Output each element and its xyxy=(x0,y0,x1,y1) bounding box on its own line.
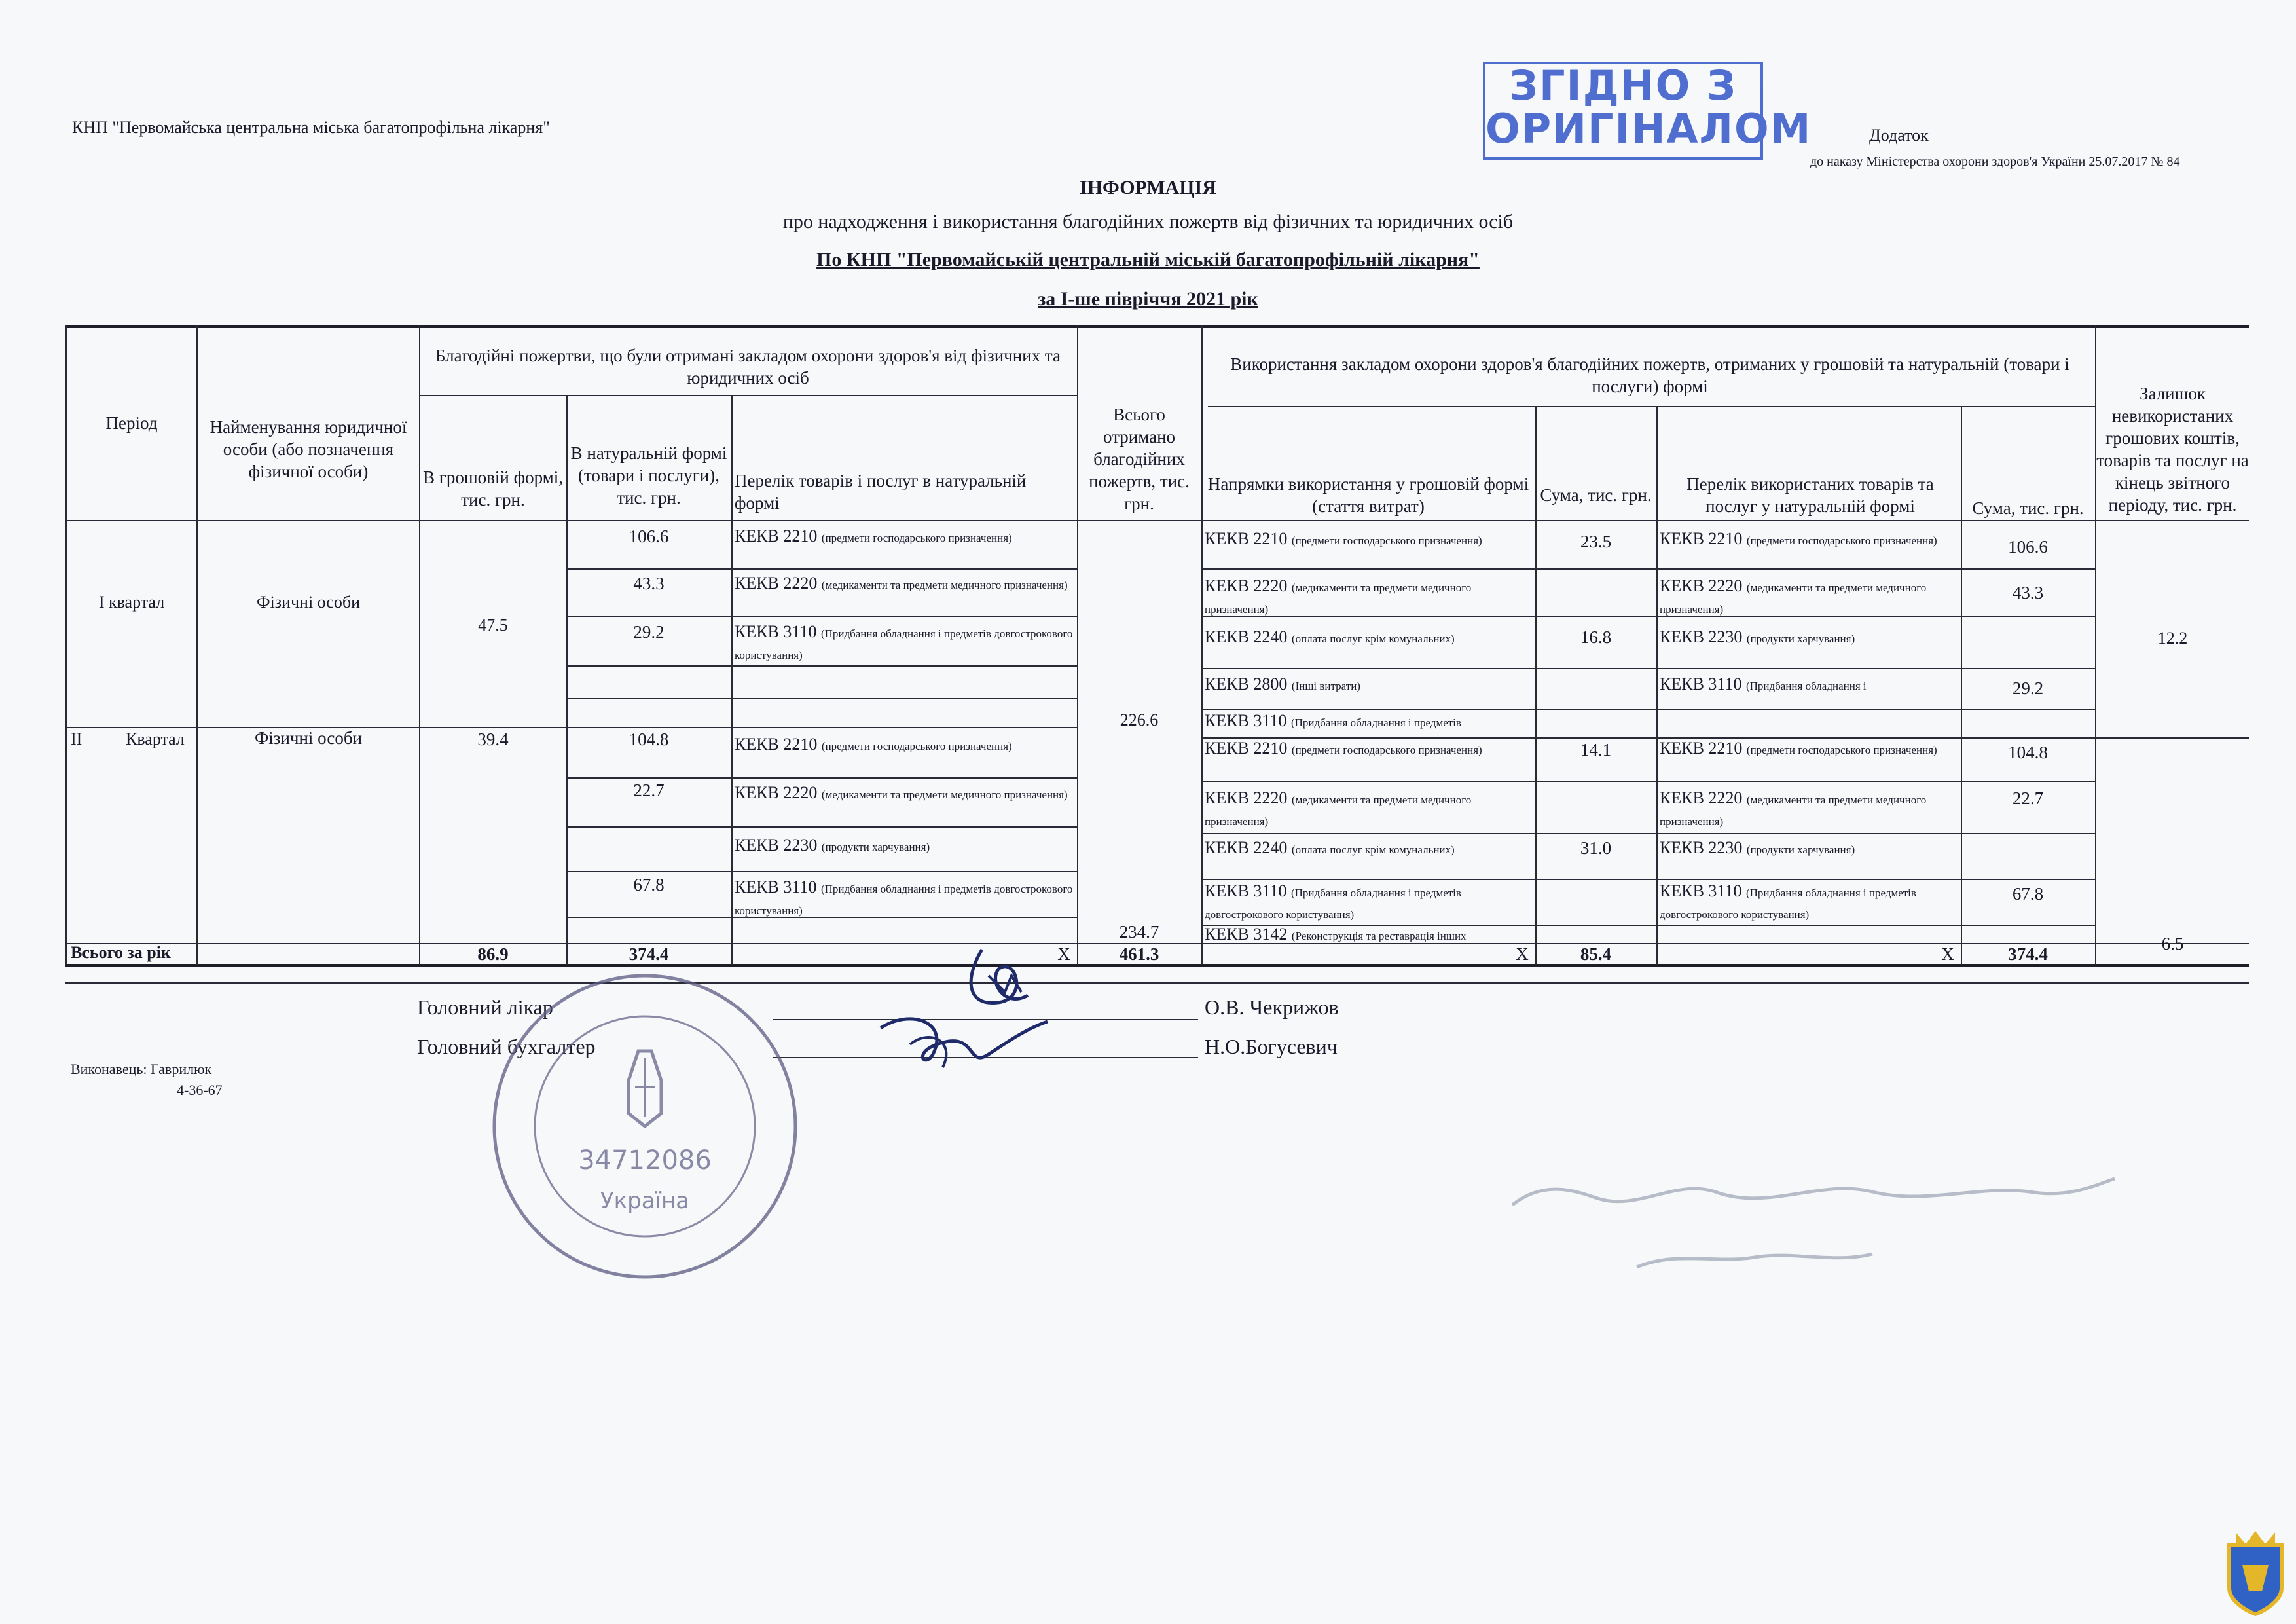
col-in-kind-list-header: Перелік товарів і послуг в натуральній формі xyxy=(735,471,1027,513)
q2-sum-kind: 22.7 xyxy=(2012,788,2044,808)
item-code: КЕКВ 2220 xyxy=(1205,788,1288,807)
q1-remainder: 12.2 xyxy=(2157,629,2188,648)
q2-direction xyxy=(1205,838,1532,860)
item-code: КЕКВ 3110 xyxy=(1205,711,1287,730)
item-code: КЕКВ 2210 xyxy=(1660,529,1743,548)
q1-period: І квартал xyxy=(98,593,165,612)
grid-line xyxy=(566,777,1077,779)
col-period-header: Період xyxy=(105,413,158,433)
q2-in-kind-item xyxy=(735,783,1075,805)
item-desc: (продукти харчування) xyxy=(1746,633,1855,645)
grid-line xyxy=(566,665,1077,667)
item-desc: (медикаменти та предмети медичного призначення) xyxy=(1660,581,1927,616)
q1-total: 226.6 xyxy=(1120,710,1159,729)
document-title: ІНФОРМАЦІЯ xyxy=(1080,177,1216,198)
q2-period-number: ІІ xyxy=(71,729,82,748)
item-code: КЕКВ 3110 xyxy=(1205,881,1287,900)
q1-sum-kind: 106.6 xyxy=(2008,537,2048,557)
totals-label: Всього за рік xyxy=(71,943,171,962)
table-header-bottom xyxy=(65,520,2249,521)
q1-sum-cash: 16.8 xyxy=(1580,627,1612,647)
seal-code: 34712086 xyxy=(578,1145,712,1175)
q1-in-kind-item xyxy=(735,574,1075,595)
item-code: КЕКВ 3110 xyxy=(735,622,817,641)
item-code: КЕКВ 3110 xyxy=(1660,881,1742,900)
grid-vline xyxy=(419,325,420,965)
item-desc: (Придбання обладнання і xyxy=(1745,680,1867,692)
q1-in-kind-item xyxy=(735,622,1075,665)
item-desc: (Придбання обладнання і предметів довгострокового користування) xyxy=(1205,887,1461,921)
q2-used-item xyxy=(1660,788,1958,832)
q1-used-item xyxy=(1660,627,1958,649)
grid-vline xyxy=(731,395,733,965)
q1-in-kind-item xyxy=(735,526,1075,548)
item-desc: (продукти харчування) xyxy=(1746,843,1855,856)
pencil-note xyxy=(1506,1153,2128,1297)
q2-direction xyxy=(1205,925,1532,946)
q1-direction xyxy=(1205,576,1532,619)
item-desc: (Придбання обладнання і предметів довгострокового користування) xyxy=(735,883,1073,917)
totals-cash: 86.9 xyxy=(477,944,509,964)
col-in-kind-header: В натуральній формі (товари і послуги), тис. грн. xyxy=(570,443,727,507)
item-code: КЕКВ 2240 xyxy=(1205,838,1288,857)
item-code: КЕКВ 2220 xyxy=(1660,788,1743,807)
item-code: КЕКВ 3110 xyxy=(1660,674,1742,693)
grid-vline xyxy=(1201,325,1203,965)
q1-in-kind-value: 43.3 xyxy=(633,574,665,593)
q1-sum-cash: 23.5 xyxy=(1580,532,1612,551)
item-desc: (медикаменти та предмети медичного призначення) xyxy=(1205,581,1472,616)
q2-name: Фізичні особи xyxy=(254,728,363,748)
item-desc: (предмети господарського призначення) xyxy=(821,532,1012,544)
q2-period-word: Квартал xyxy=(126,729,185,748)
col-total-header: Всього отримано благодійних пожертв, тис. грн. xyxy=(1089,405,1190,513)
q1-sum-kind: 43.3 xyxy=(2012,583,2044,602)
item-desc: (предмети господарського призначення) xyxy=(821,740,1012,752)
q2-direction xyxy=(1205,788,1532,832)
stamp-line-2: ОРИГІНАЛОМ xyxy=(1485,105,1812,153)
q2-used-item xyxy=(1660,838,1958,860)
item-code: КЕКВ 2210 xyxy=(1205,529,1288,548)
item-desc: (Інші витрати) xyxy=(1291,680,1360,692)
item-desc: (Придбання обладнання і предметів довгострокового користування) xyxy=(735,627,1073,661)
q1-used-item xyxy=(1660,529,1958,551)
grid-line xyxy=(566,826,1077,828)
item-code: КЕКВ 2210 xyxy=(1660,739,1743,758)
q2-used-item xyxy=(1660,881,1958,925)
grid-line xyxy=(419,395,1077,396)
q2-in-kind-value: 67.8 xyxy=(633,875,665,895)
item-code: КЕКВ 2220 xyxy=(735,783,818,802)
item-code: КЕКВ 2220 xyxy=(1660,576,1743,595)
item-desc: (оплата послуг крім комунальних) xyxy=(1291,843,1455,856)
grid-line xyxy=(566,616,1077,617)
q1-in-kind-value: 106.6 xyxy=(629,526,669,546)
totals-x-mark: Х xyxy=(1941,944,1954,964)
q2-total: 234.7 xyxy=(1119,922,1159,942)
item-code: КЕКВ 3142 xyxy=(1205,925,1288,944)
item-code: КЕКВ 2220 xyxy=(735,574,818,593)
item-desc: (Придбання обладнання і предметів довгострокового користування) xyxy=(1660,887,1916,921)
organization-name: КНП "Первомайська центральна міська багатопрофільна лікарня" xyxy=(72,118,550,137)
col-directions-header: Напрямки використання у грошовій формі (стаття витрат) xyxy=(1207,474,1529,516)
q2-used-item xyxy=(1660,739,1958,760)
item-code: КЕКВ 2230 xyxy=(1660,627,1743,646)
item-desc: (предмети господарського призначення) xyxy=(1291,534,1482,547)
totals-x-mark: Х xyxy=(1057,944,1070,964)
col-received-group-header: Благодійні пожертви, що були отримані закладом охорони здоров'я від фізичних та юридичних осіб xyxy=(435,346,1061,388)
item-desc: (медикаменти та предмети медичного призначення) xyxy=(1660,794,1927,828)
document-subtitle: про надходження і використання благодійних пожертв від фізичних та юридичних осіб xyxy=(782,211,1514,232)
q1-cash: 47.5 xyxy=(478,616,508,635)
item-code: КЕКВ 2220 xyxy=(1205,576,1288,595)
appendix-subtitle: до наказу Міністерства охорони здоров'я України 25.07.2017 № 84 xyxy=(1810,155,2180,169)
q2-direction xyxy=(1205,881,1532,925)
document-organization: По КНП "Первомайській центральній міській багатопрофільній лікарня" xyxy=(816,249,1480,270)
grid-line xyxy=(566,871,1077,872)
item-desc: (Придбання обладнання і предметів xyxy=(1290,716,1461,729)
item-code: КЕКВ 2230 xyxy=(735,836,818,855)
item-code: КЕКВ 2210 xyxy=(1205,739,1288,758)
city-emblem-logo xyxy=(2223,1526,2288,1617)
q2-cash: 39.4 xyxy=(477,729,509,749)
item-code: КЕКВ 2210 xyxy=(735,526,818,545)
q1-direction xyxy=(1205,674,1532,696)
totals-sum-cash: 85.4 xyxy=(1580,944,1612,964)
table-border-bottom xyxy=(65,982,2249,984)
q2-sum-cash: 31.0 xyxy=(1580,838,1612,858)
q1-used-item xyxy=(1660,674,1958,696)
q2-in-kind-value: 104.8 xyxy=(629,729,669,749)
q2-remainder: 6.5 xyxy=(2161,934,2184,953)
item-desc: (медикаменти та предмети медичного призначення) xyxy=(821,788,1068,801)
chief-doctor-name: О.В. Чекрижов xyxy=(1205,995,1339,1019)
item-desc: (предмети господарського призначення) xyxy=(1746,744,1937,756)
item-desc: (медикаменти та предмети медичного призначення) xyxy=(821,579,1068,591)
q2-sum-kind: 104.8 xyxy=(2008,743,2048,762)
totals-total: 461.3 xyxy=(1119,944,1159,964)
q2-sum-kind: 67.8 xyxy=(2012,884,2044,904)
q2-in-kind-item xyxy=(735,877,1075,921)
grid-vline xyxy=(1656,406,1658,965)
table-border-top xyxy=(65,325,2249,328)
grid-line xyxy=(566,698,1077,699)
q2-in-kind-item xyxy=(735,836,1075,857)
q1-direction xyxy=(1205,529,1532,551)
item-desc: (продукти харчування) xyxy=(821,841,930,853)
col-usage-group-header: Використання закладом охорони здоров'я благодійних пожертв, отриманих у грошовій та натуральній (товари і послуги) формі xyxy=(1230,354,2069,396)
original-copy-stamp xyxy=(1483,62,1812,160)
item-code: КЕКВ 2210 xyxy=(735,735,818,754)
col-sum-kind-header: Сума, тис. грн. xyxy=(1972,498,2084,518)
q2-in-kind-item xyxy=(735,735,1075,756)
col-name-header: Найменування юридичної особи (або позначення фізичної особи) xyxy=(210,417,407,481)
item-code: КЕКВ 2800 xyxy=(1205,674,1288,693)
item-desc: (предмети господарського призначення) xyxy=(1746,534,1937,547)
item-desc: (предмети господарського призначення) xyxy=(1291,744,1482,756)
appendix-title: Додаток xyxy=(1869,126,1929,145)
item-desc: (оплата послуг крім комунальних) xyxy=(1291,633,1455,645)
q2-in-kind-value: 22.7 xyxy=(633,781,665,800)
totals-sum-kind: 374.4 xyxy=(2008,944,2048,964)
chief-accountant-role: Головний бухгалтер xyxy=(417,1035,596,1058)
item-code: КЕКВ 3110 xyxy=(735,877,817,896)
grid-line xyxy=(566,568,1077,570)
executor: Виконавець: Гаврилюк xyxy=(71,1061,212,1077)
item-code: КЕКВ 2230 xyxy=(1660,838,1743,857)
handwritten-signatures xyxy=(871,930,1106,1087)
col-sum-cash-header: Сума, тис. грн. xyxy=(1540,485,1652,505)
q1-sum-kind: 29.2 xyxy=(2012,678,2044,698)
item-desc: (медикаменти та предмети медичного призначення) xyxy=(1205,794,1472,828)
q1-direction xyxy=(1205,711,1532,733)
item-desc: (Реконструкція та реставрація інших xyxy=(1291,930,1467,942)
document-period: за І-ше півріччя 2021 рік xyxy=(1038,288,1258,310)
col-cash-header: В грошовій формі, тис. грн. xyxy=(423,468,563,509)
q1-used-item xyxy=(1660,576,1958,619)
q1-name: Фізичні особи xyxy=(257,593,360,612)
executor-phone: 4-36-67 xyxy=(177,1082,223,1098)
chief-doctor-role: Головний лікар xyxy=(417,995,553,1019)
col-remainder-header: Залишок невикористаних грошових коштів, товарів та послуг на кінець звітного періоду, тис. грн. xyxy=(2096,384,2249,515)
item-code: КЕКВ 2240 xyxy=(1205,627,1288,646)
q1-in-kind-value: 29.2 xyxy=(633,622,665,642)
q2-direction xyxy=(1205,739,1532,760)
organization-seal xyxy=(481,966,809,1287)
totals-x-mark: Х xyxy=(1516,944,1529,964)
seal-country: Україна xyxy=(600,1188,690,1214)
stamp-line-1: ЗГІДНО З xyxy=(1508,62,1738,109)
chief-accountant-name: Н.О.Богусевич xyxy=(1205,1035,1338,1058)
col-used-list-header: Перелік використаних товарів та послуг у натуральній формі xyxy=(1686,474,1934,516)
q2-sum-cash: 14.1 xyxy=(1580,740,1612,760)
totals-in-kind: 374.4 xyxy=(629,944,669,964)
q1-direction xyxy=(1205,627,1532,649)
